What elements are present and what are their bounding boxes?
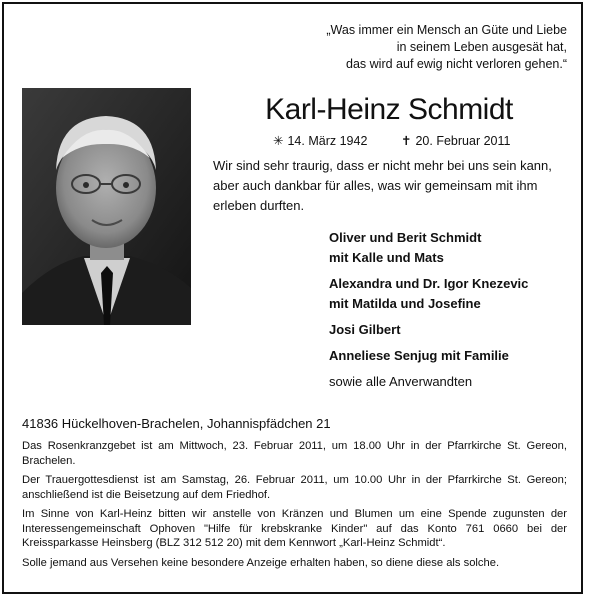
quote-line: in seinem Leben ausgesät hat, bbox=[396, 40, 567, 54]
cross-icon: ✝ bbox=[401, 134, 412, 148]
service-notes bbox=[22, 439, 567, 575]
death-date bbox=[401, 133, 510, 149]
mourning-text-line: erleben durften. bbox=[213, 198, 305, 213]
family-member: Anneliese Senjug mit Familie bbox=[329, 348, 509, 363]
quote-line: das wird auf ewig nicht verloren gehen.“ bbox=[346, 57, 567, 71]
quote-line: „Was immer ein Mensch an Güte und Liebe bbox=[326, 23, 567, 37]
rosary-note: Das Rosenkranzgebet ist am Mittwoch, 23. Februar 2011, um 18.00 Uhr in der Pfarrkirche St. Gereon, Brachelen. bbox=[22, 440, 567, 467]
mourning-text-line: aber auch dankbar für alles, was wir gemeinsam mit ihm bbox=[213, 178, 538, 193]
birth-date-text: 14. März 1942 bbox=[287, 134, 368, 148]
family-list bbox=[329, 228, 569, 392]
mourning-text-line: Wir sind sehr traurig, dass er nicht mehr bei uns sein kann, bbox=[213, 158, 552, 173]
family-member: mit Matilda und Josefine bbox=[329, 296, 481, 311]
family-member: Alexandra und Dr. Igor Knezevic bbox=[329, 276, 529, 291]
memorial-quote bbox=[237, 22, 567, 73]
family-member: mit Kalle und Mats bbox=[329, 250, 444, 265]
family-closing: sowie alle Anverwandten bbox=[329, 374, 473, 389]
deceased-name: Karl-Heinz Schmidt bbox=[265, 93, 513, 126]
family-member: Oliver und Berit Schmidt bbox=[329, 230, 482, 245]
portrait-photo bbox=[22, 88, 191, 325]
donation-note: Im Sinne von Karl-Heinz bitten wir anstelle von Kränzen und Blumen um eine Spende zugunsten der Interessengemeinschaft Ophoven "Hilfe für krebskranke Kinder" auf das Konto 761 0660 bei der Kreissparkasse Heinsberg (BLZ 312 512 20) mit dem Kennwort „Karl-Heinz Schmidt“. bbox=[22, 508, 567, 549]
family-member: Josi Gilbert bbox=[329, 322, 401, 337]
family-address: 41836 Hückelhoven-Brachelen, Johannispfädchen 21 bbox=[22, 416, 331, 431]
birth-date bbox=[273, 133, 367, 149]
notice-disclaimer: Solle jemand aus Versehen keine besondere Anzeige erhalten haben, so diene diese als solche. bbox=[22, 556, 500, 569]
mourning-text bbox=[213, 156, 565, 216]
birth-star-icon: ✳ bbox=[273, 134, 284, 148]
death-date-text: 20. Februar 2011 bbox=[415, 134, 511, 148]
funeral-service-note: Der Trauergottesdienst ist am Samstag, 26. Februar 2011, um 10.00 Uhr in der Pfarrkirche St. Gereon; anschließend ist die Beisetzung auf dem Friedhof. bbox=[22, 474, 567, 501]
